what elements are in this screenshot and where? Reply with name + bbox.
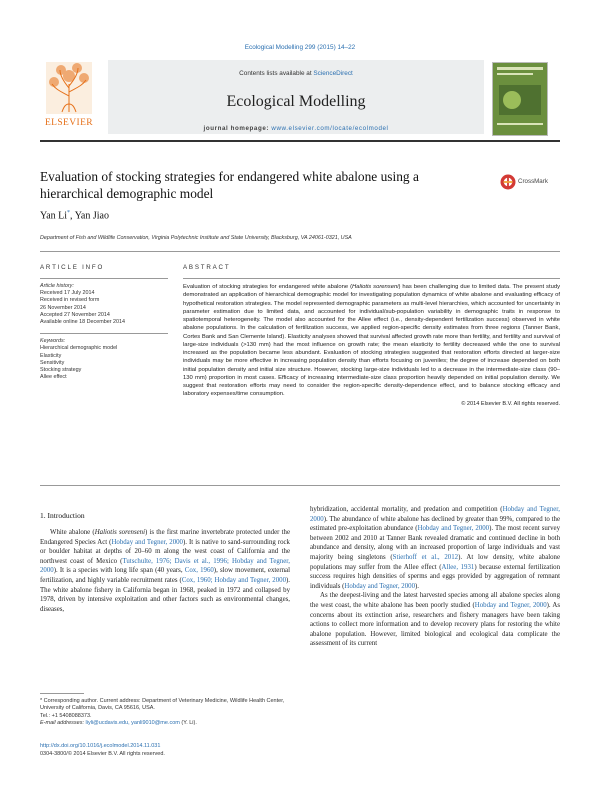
history-line: Available online 18 December 2014 <box>40 319 126 326</box>
abstract-text: Evaluation of stocking strategies for endangered white abalone (Haliotis sorenseni) has been challenging due to limited data. The present study demonstrated an application of hierarchical demographic model for investigating population dynamics of white abalone and evaluating efficacy of hypothetical restoration strategies. The model represented demographic parameters as multi-level hierarchies, which accounted for uncertainty in parameter estimation due to limited data, and accounted for individual/sub-population variability in demographic traits in response to spatiotemporal heterogeneity. The model also accounted for the Allee effect (i.e., density-dependent fertilization success) observed in white abalone populations. In the calculation of fertilization success, we applied region-specific density estimates from three regions (Tanner Bank, Cortes Bank and San Clemente Island). Elasticity analyses showed that survival affected growth rate more than fertility, and fertility and survival of large-size individuals (>130 mm) had the most influence on growth rate; the mean elasticity to fertility decreased while the one to survival increased as the population became less abundant. Evaluation of stocking strategies suggested that restoration efforts directed at larger-size individuals may be more effective in increasing population density than efforts focusing on juveniles; the degree of increase depended on both initial population density and initial size structure. However, stocking large-size individuals led to a decrease in the intermediate-size class (90–130 mm) proportion in most cases. Efficacy of increasing intermediate-size class proportion heavily depended on initial population density. We suggest that restoration efforts may need to consider the region-specific density-dependence effect, and to balance stocking efficacy and laboratory expenses/time consumption. <box>183 284 561 398</box>
keyword-item: Sensitivity <box>40 359 65 366</box>
journal-title: Ecological Modelling <box>226 93 366 110</box>
footnotes <box>40 698 290 728</box>
author-name[interactable]: Yan Li <box>40 210 68 222</box>
article-info <box>40 264 168 381</box>
issn-line: 0304-3800/© 2014 Elsevier B.V. All rights reserved. <box>40 750 165 757</box>
citation-link[interactable]: Hobday and Tegner, 2000 <box>417 525 490 533</box>
section-heading-introduction: 1. Introduction <box>40 511 85 520</box>
homepage-link[interactable]: www.elsevier.com/locate/ecolmodel <box>271 125 389 132</box>
telephone-note: Tel.: +1 5408088373. <box>40 712 92 719</box>
elsevier-logo <box>40 60 98 130</box>
citation-link[interactable]: Tutschulte, 1976; Davis et al., 1996; Hobday and Tegner, 2000 <box>40 557 290 575</box>
author-name[interactable]: Yan Jiao <box>74 210 109 222</box>
body-column-right <box>310 505 560 649</box>
crossmark-label: CrossMark <box>518 178 548 185</box>
body-rule <box>40 485 560 486</box>
doi-block <box>40 743 290 758</box>
citation-link[interactable]: Hobday and Tegner, 2000 <box>111 538 183 546</box>
contents-line <box>108 70 484 77</box>
crossmark-badge[interactable] <box>500 174 558 190</box>
contents-prefix: Contents lists available at <box>239 70 314 77</box>
history-line: Accepted 27 November 2014 <box>40 311 110 318</box>
running-head[interactable]: Ecological Modelling 299 (2015) 14–22 <box>244 44 356 51</box>
body-paragraph: White abalone (Haliotis sorenseni) is the first marine invertebrate protected under the Endangered Species Act (Hobday and Tegner, 2000). It is native to sand-surrounding rock or boulder habitat at depths of 20–60 m along the west coast of California and the northwest coast of Mexico (Tutschulte, 1976; Davis et al., 1996; Hobday and Tegner, 2000). It is a species with long life span (40 years, Cox, 1960), slow movement, external fertilization, and highly variable recruitment rates (Cox, 1960; Hobday and Tegner, 2000). The white abalone fishery in California began in 1968, peaked in 1972 and collapsed by 1978, driven by intensive exploitation and other factors such as environmental changes, diseases, <box>40 529 291 613</box>
author-separator: , <box>70 210 75 222</box>
citation-link[interactable]: Stierhoff et al., 2012 <box>392 553 459 561</box>
history-line: Received 17 July 2014 <box>40 290 95 297</box>
corresponding-author-note: * Corresponding author. Current address: Department of Veterinary Medicine, Wildlife Health Center, University of California, Davis, CA 95616, USA. <box>40 698 285 712</box>
header-rule <box>40 251 560 252</box>
article-info-rule <box>40 278 168 279</box>
journal-masthead <box>108 60 484 134</box>
citation-link[interactable]: Cox, 1960; Hobday and Tegner, 2000 <box>181 576 286 584</box>
article-info-heading: ARTICLE INFO <box>40 264 105 271</box>
copyright-notice: © 2014 Elsevier B.V. All rights reserved. <box>461 400 560 407</box>
author-affiliation: Department of Fish and Wildlife Conservation, Virginia Polytechnic Institute and State University, Blacksburg, VA 24061-0321, USA <box>40 235 352 241</box>
history-label: Article history: <box>40 283 74 289</box>
history-line: Received in revised form <box>40 297 100 304</box>
body-paragraph: hybridization, accidental mortality, and predation and competition (Hobday and Tegner, 2000). The abundance of white abalone has declined by greater than 99%, compared to the estimated pre-exploitation abundance (Hobday and Tegner, 2000). The most recent survey between 2002 and 2010 at Tanner Bank revealed dramatic and continued decline in both abundance and density, along with an increased proportion of large individuals and vast majority being singletons (Stierhoff et al., 2012). At low density, white abalone populations may suffer from the Allee effect (Allee, 1931) because external fertilization success requires high densities of sperms and eggs provided by aggregation of remnant individuals (Hobday and Tegner, 2000). <box>310 506 561 590</box>
citation-link[interactable]: Hobday and Tegner, 2000 <box>474 601 547 609</box>
email-link[interactable]: liyli@ucdavis.edu, yanli9010@me.com <box>85 720 180 727</box>
keyword-item: Stocking strategy <box>40 367 82 374</box>
body-paragraph: As the deepest-living and the latest harvested species among all abalone species along the west coast, the white abalone has been poorly studied (Hobday and Tegner, 2000). As concerns about its extinction arise, researchers and fishery managers have been taking actions to collect more information and to develop recovery plans for restoring the white abalone population. However, limited biological and ecological data complicate the assessment of its current <box>310 592 560 648</box>
masthead-rule <box>40 140 560 142</box>
species-name: Haliotis sorenseni <box>352 284 399 290</box>
keywords-rule <box>40 333 168 334</box>
keyword-item: Elasticity <box>40 352 62 359</box>
email-note: E-mail addresses: liyli@ucdavis.edu, yanli9010@me.com (Y. Li). <box>40 720 197 727</box>
species-name: Haliotis sorenseni <box>94 529 145 536</box>
keyword-item: Allee effect <box>40 374 67 381</box>
citation-link[interactable]: Allee, 1931 <box>441 563 475 571</box>
abstract-heading: ABSTRACT <box>183 264 231 271</box>
abstract-section <box>183 264 560 407</box>
sciencedirect-link[interactable]: ScienceDirect <box>313 70 353 77</box>
homepage-prefix: journal homepage: <box>203 125 272 132</box>
keyword-item: Hierarchical demographic model <box>40 345 118 352</box>
article-title: Evaluation of stocking strategies for endangered white abalone using a hierarchical demographic model <box>40 169 419 201</box>
author-list <box>40 210 109 221</box>
crossmark-icon <box>500 174 516 190</box>
citation-link[interactable]: Cox, 1960 <box>184 567 214 575</box>
body-column-left <box>40 528 290 614</box>
corresponding-mark[interactable]: * <box>67 210 71 216</box>
keywords-label: Keywords: <box>40 338 66 345</box>
citation-link[interactable]: Hobday and Tegner, 2000 <box>344 582 415 590</box>
abstract-rule <box>183 278 560 279</box>
elsevier-wordmark: ELSEVIER <box>44 118 94 128</box>
doi-link[interactable]: http://dx.doi.org/10.1016/j.ecolmodel.2014.11.031 <box>40 743 161 749</box>
footnote-rule <box>40 693 84 694</box>
journal-homepage <box>108 125 484 132</box>
journal-cover-image <box>492 62 548 136</box>
citation-link[interactable]: Hobday and Tegner, 2000 <box>310 506 560 523</box>
history-line: 26 November 2014 <box>40 304 86 311</box>
